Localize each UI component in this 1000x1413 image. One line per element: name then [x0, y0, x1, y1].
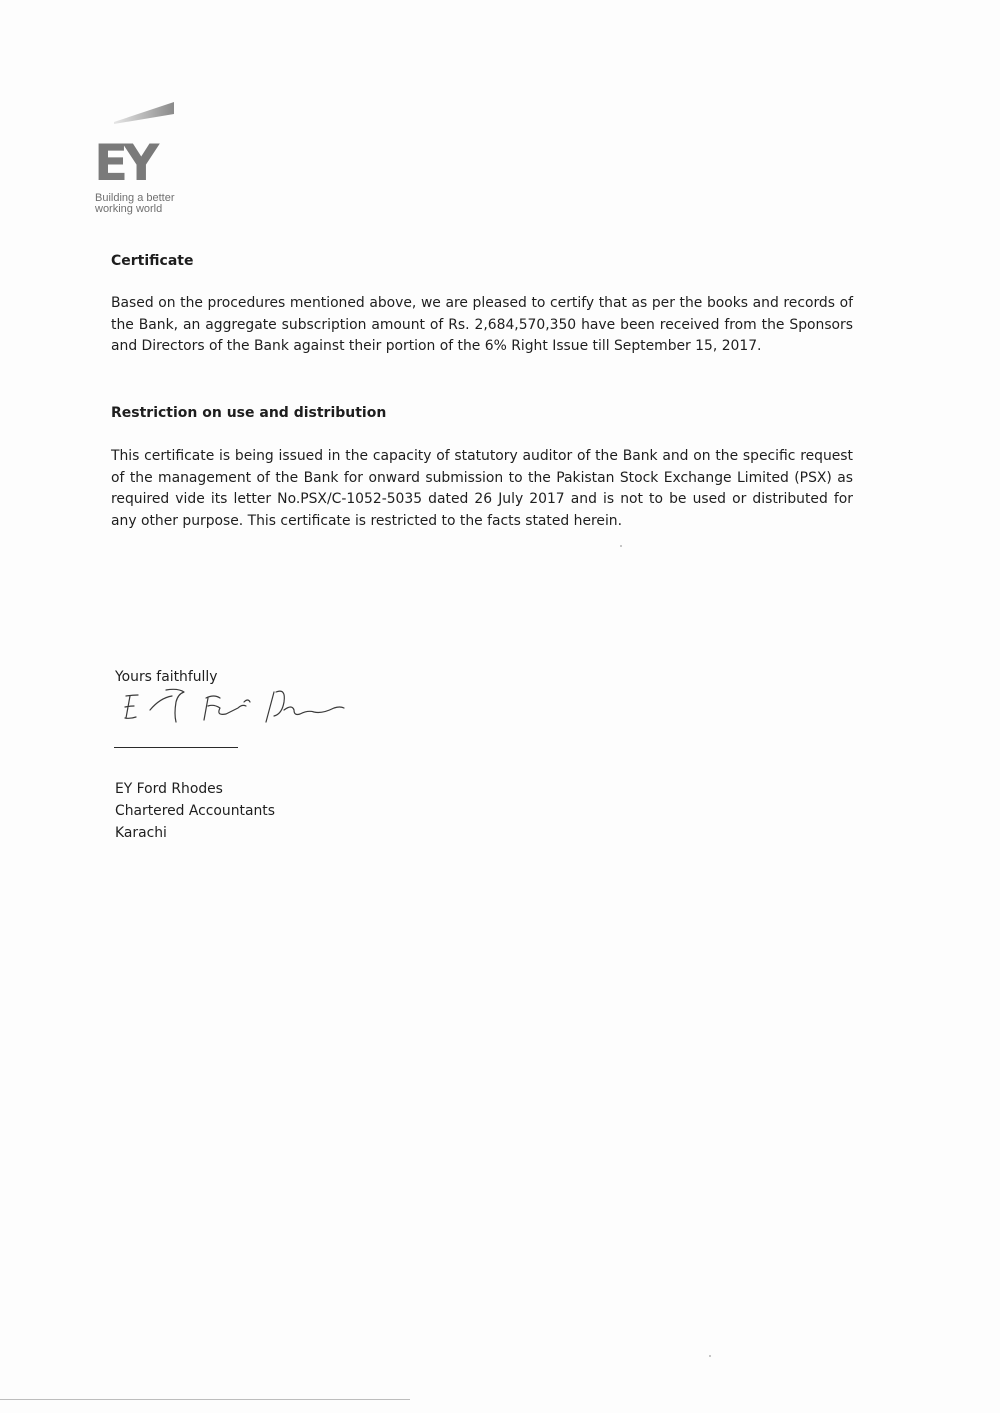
logo-mark: EY: [94, 134, 155, 192]
bottom-scan-edge: [0, 1399, 410, 1400]
scan-speck: [620, 545, 622, 547]
signatory-designation: Chartered Accountants: [115, 803, 275, 819]
scan-speck: [709, 1355, 711, 1357]
signatory-firm: EY Ford Rhodes: [115, 781, 223, 797]
logo-tagline: [95, 193, 225, 215]
closing-salutation: Yours faithfully: [115, 669, 218, 685]
handwritten-signature: [116, 680, 356, 732]
logo-tagline-line1: Building a better: [95, 192, 175, 204]
restriction-heading: Restriction on use and distribution: [111, 405, 387, 421]
restriction-paragraph: This certificate is being issued in the capacity of statutory auditor of the Bank and on the specific request of the management of the Bank for onward submission to the Pakistan Stock Exchange Limited (PSX) as required vide its letter No.PSX/C-1052-5035 dated 26 July 2017 and is not to be used or distributed for any other purpose. This certificate is restricted to the facts stated herein.: [111, 448, 853, 530]
signatory-block: [115, 778, 275, 844]
signature-line: [114, 747, 238, 748]
logo-tagline-line2: working world: [95, 203, 163, 215]
signatory-city: Karachi: [115, 825, 167, 841]
certificate-heading: Certificate: [111, 253, 194, 269]
ey-logo: [94, 100, 224, 220]
logo-beam-icon: [114, 100, 174, 124]
certificate-paragraph: Based on the procedures mentioned above, we are pleased to certify that as per the books and records of the Bank, an aggregate subscription amount of Rs. 2,684,570,350 have been received from the Sponsors and Directors of the Bank against their portion of the 6% Right Issue till September 15, 2017.: [111, 295, 853, 355]
